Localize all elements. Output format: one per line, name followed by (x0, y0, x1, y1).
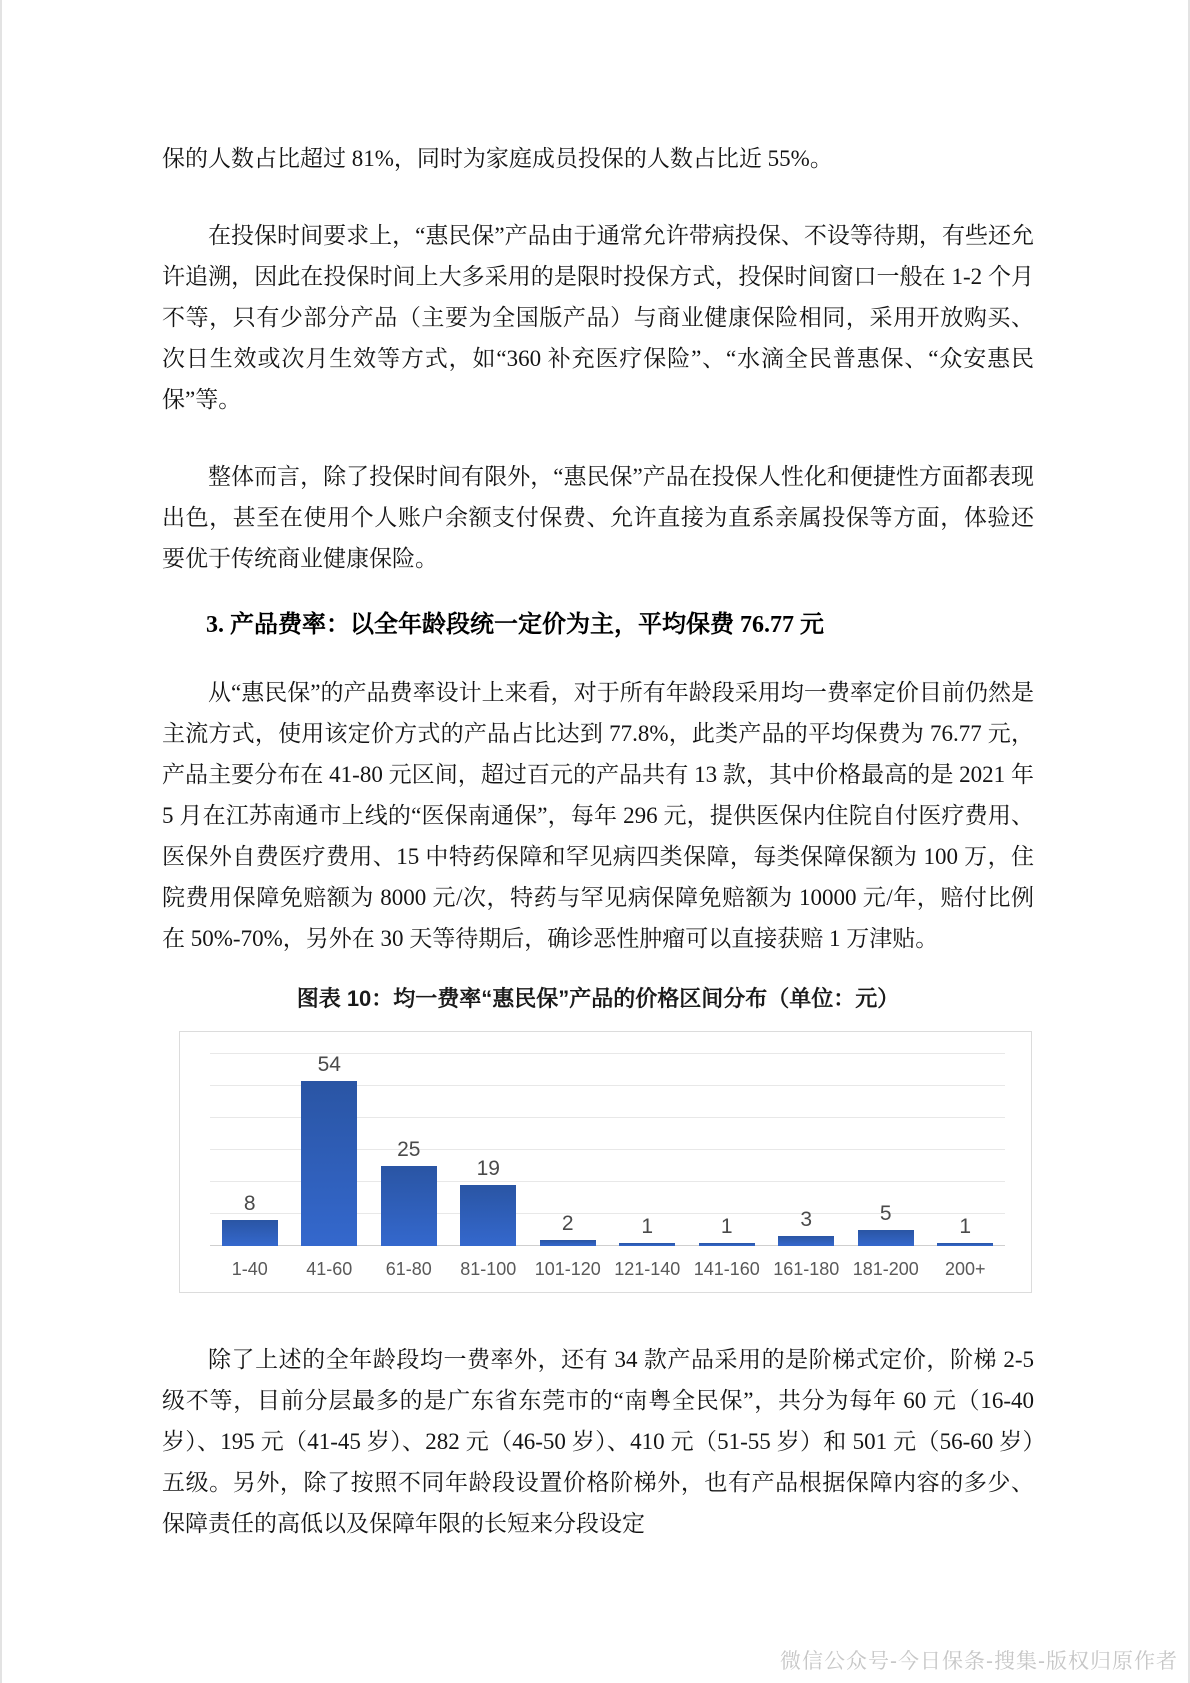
bar-group-161-180 (767, 1054, 847, 1246)
bar-value-label: 8 (243, 1192, 256, 1216)
x-axis-label: 81-100 (460, 1259, 517, 1279)
price-distribution-bar-chart (179, 1031, 1032, 1293)
bar-rect (222, 1220, 278, 1246)
bar-group-121-140 (608, 1054, 688, 1246)
x-axis-label: 1-40 (231, 1259, 268, 1279)
bar-group-81-100 (449, 1054, 529, 1246)
bar-value-label: 25 (397, 1138, 421, 1161)
paragraph-tiered-pricing: 除了上述的全年龄段均一费率外，还有 34 款产品采用的是阶梯式定价，阶梯 2-5 级不等，目前分层最多的是广东省东莞市的“南粤全民保”，共分为每年 60 元（16-40 岁）、195 元（41-45 岁）、282 元（46-50 岁）、410 元（51-55 岁）和 501 元（56-60 岁）五级。另外，除了按照不同年龄段设置价格阶梯外，也有产品根据保障内容的多少、保障责任的高低以及保障年限的长短来分段设定 (162, 1347, 1034, 1536)
bar-rect (381, 1166, 437, 1246)
page-content (2, 0, 1188, 1544)
chart-bars (210, 1054, 1005, 1246)
bar-rect (460, 1185, 516, 1246)
x-axis-label: 41-60 (306, 1259, 353, 1279)
chart-caption: 图表 10：均一费率“惠民保”产品的价格区间分布（单位：元） (296, 986, 900, 1011)
paragraph-coverage-stats: 保的人数占比超过 81%，同时为家庭成员投保的人数占比近 55%。 (162, 146, 833, 171)
x-axis-label: 181-200 (852, 1259, 919, 1279)
bar-value-label: 54 (317, 1053, 341, 1076)
x-axis-label: 200+ (944, 1259, 986, 1279)
x-axis-label: 141-160 (693, 1259, 760, 1279)
bar-value-label: 3 (800, 1208, 813, 1232)
bar-rect (858, 1230, 914, 1246)
bar-group-101-120 (528, 1054, 608, 1246)
x-axis-label: 161-180 (773, 1259, 840, 1279)
bar-group-61-80 (369, 1054, 449, 1246)
paragraph-pricing-detail: 从“惠民保”的产品费率设计上来看，对于所有年龄段采用均一费率定价目前仍然是主流方式，使用该定价方式的产品占比达到 77.8%，此类产品的平均保费为 76.77 元，产品主要分布在 41-80 元区间，超过百元的产品共有 13 款，其中价格最高的是 2021 年 5 月在江苏南通市上线的“医保南通保”，每年 296 元，提供医保内住院自付医疗费用、医保外自费医疗费用、15 中特药保障和罕见病四类保障，每类保障保额为 100 万，住院费用保障免赔额为 8000 元/次，特药与罕见病保障免赔额为 10000 元/年，赔付比例在 50%-70%，另外在 30 天等待期后，确诊恶性肿瘤可以直接获赔 1 万津贴。 (162, 680, 1034, 951)
bar-value-label: 5 (879, 1202, 892, 1225)
watermark-text: 微信公众号-今日保条-搜集-版权归原作者 (780, 1650, 1178, 1673)
paragraph-overall-experience: 整体而言，除了投保时间有限外，“惠民保”产品在投保人性化和便捷性方面都表现出色，甚至在使用个人账户余额支付保费、允许直接为直系亲属投保等方面，体验还要优于传统商业健康保险。 (162, 464, 1034, 571)
bar-rect (301, 1081, 357, 1246)
bar-value-label: 1 (641, 1214, 654, 1238)
chart-plot-area (210, 1054, 1005, 1246)
bar-group-141-160 (687, 1054, 767, 1246)
bar-value-label: 2 (561, 1211, 574, 1235)
bar-rect (937, 1243, 993, 1246)
x-axis-label: 101-120 (534, 1259, 601, 1279)
bar-group-200+ (926, 1054, 1006, 1246)
x-axis-label: 61-80 (385, 1259, 432, 1279)
bar-rect (699, 1243, 755, 1246)
paragraph-enrollment-window: 在投保时间要求上，“惠民保”产品由于通常允许带病投保、不设等待期，有些还允许追溯，因此在投保时间上大多采用的是限时投保方式，投保时间窗口一般在 1-2 个月不等，只有少部分产品（主要为全国版产品）与商业健康保险相同，采用开放购买、次日生效或次月生效等方式，如“360 补充医疗保险”、“水滴全民普惠保、“众安惠民保”等。 (162, 223, 1034, 412)
bar-rect (540, 1240, 596, 1246)
bar-value-label: 19 (476, 1157, 500, 1181)
bar-value-label: 1 (720, 1214, 733, 1238)
bar-group-1-40 (210, 1054, 290, 1246)
bar-group-181-200 (846, 1054, 926, 1246)
bar-rect (778, 1236, 834, 1246)
chart-x-axis-labels (210, 1259, 1005, 1280)
bar-group-41-60 (290, 1054, 370, 1246)
bar-rect (619, 1243, 675, 1246)
section-heading-product-rates: 3. 产品费率：以全年龄段统一定价为主，平均保费 76.77 元 (206, 612, 824, 638)
x-axis-label: 121-140 (614, 1259, 681, 1279)
bar-value-label: 1 (959, 1214, 972, 1238)
